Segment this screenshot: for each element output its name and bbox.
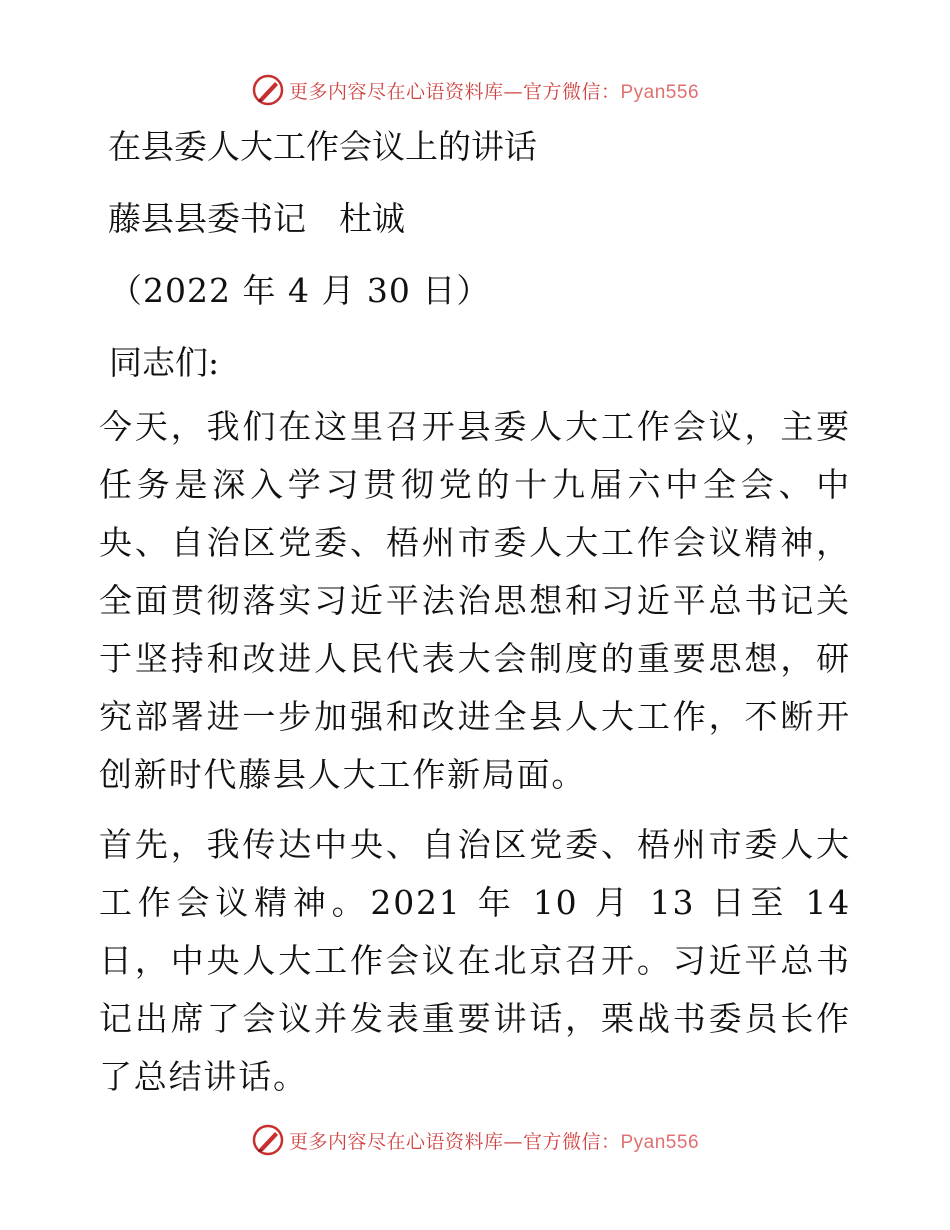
watermark-header xyxy=(0,70,950,110)
document-date: （2022 年 4 月 30 日） xyxy=(109,271,491,310)
watermark-text: 更多内容尽在心语资料库—官方微信：Pyan556 xyxy=(288,1130,700,1153)
paragraph: 今天，我们在这里召开县委人大工作会议，主要任务是深入学习贯彻党的十九届六中全会、中央、自治区党委、梧州市委人大工作会议精神，全面贯彻落实习近平法治思想和习近平总书记关于坚持和改进人民代表大会制度的重要思想，研究部署进一步加强和改进全县人大工作，不断开创新时代藤县人大工作新局面。 xyxy=(99,407,851,794)
document-greeting: 同志们: xyxy=(109,343,220,382)
pen-logo-icon xyxy=(251,1123,285,1157)
watermark-footer xyxy=(0,1120,950,1160)
paragraph: 首先，我传达中央、自治区党委、梧州市委人大工作会议精神。2021 年 10 月 13 日至 14 日，中央人大工作会议在北京召开。习近平总书记出席了会议并发表重要讲话，栗战书委员长作了总结讲话。 xyxy=(99,825,851,1096)
watermark-text: 更多内容尽在心语资料库—官方微信：Pyan556 xyxy=(288,80,700,103)
document-author: 藤县县委书记 杜诚 xyxy=(108,199,405,238)
document-body xyxy=(99,124,851,1106)
document-title: 在县委人大工作会议上的讲话 xyxy=(108,127,537,166)
pen-logo-icon xyxy=(251,73,285,107)
